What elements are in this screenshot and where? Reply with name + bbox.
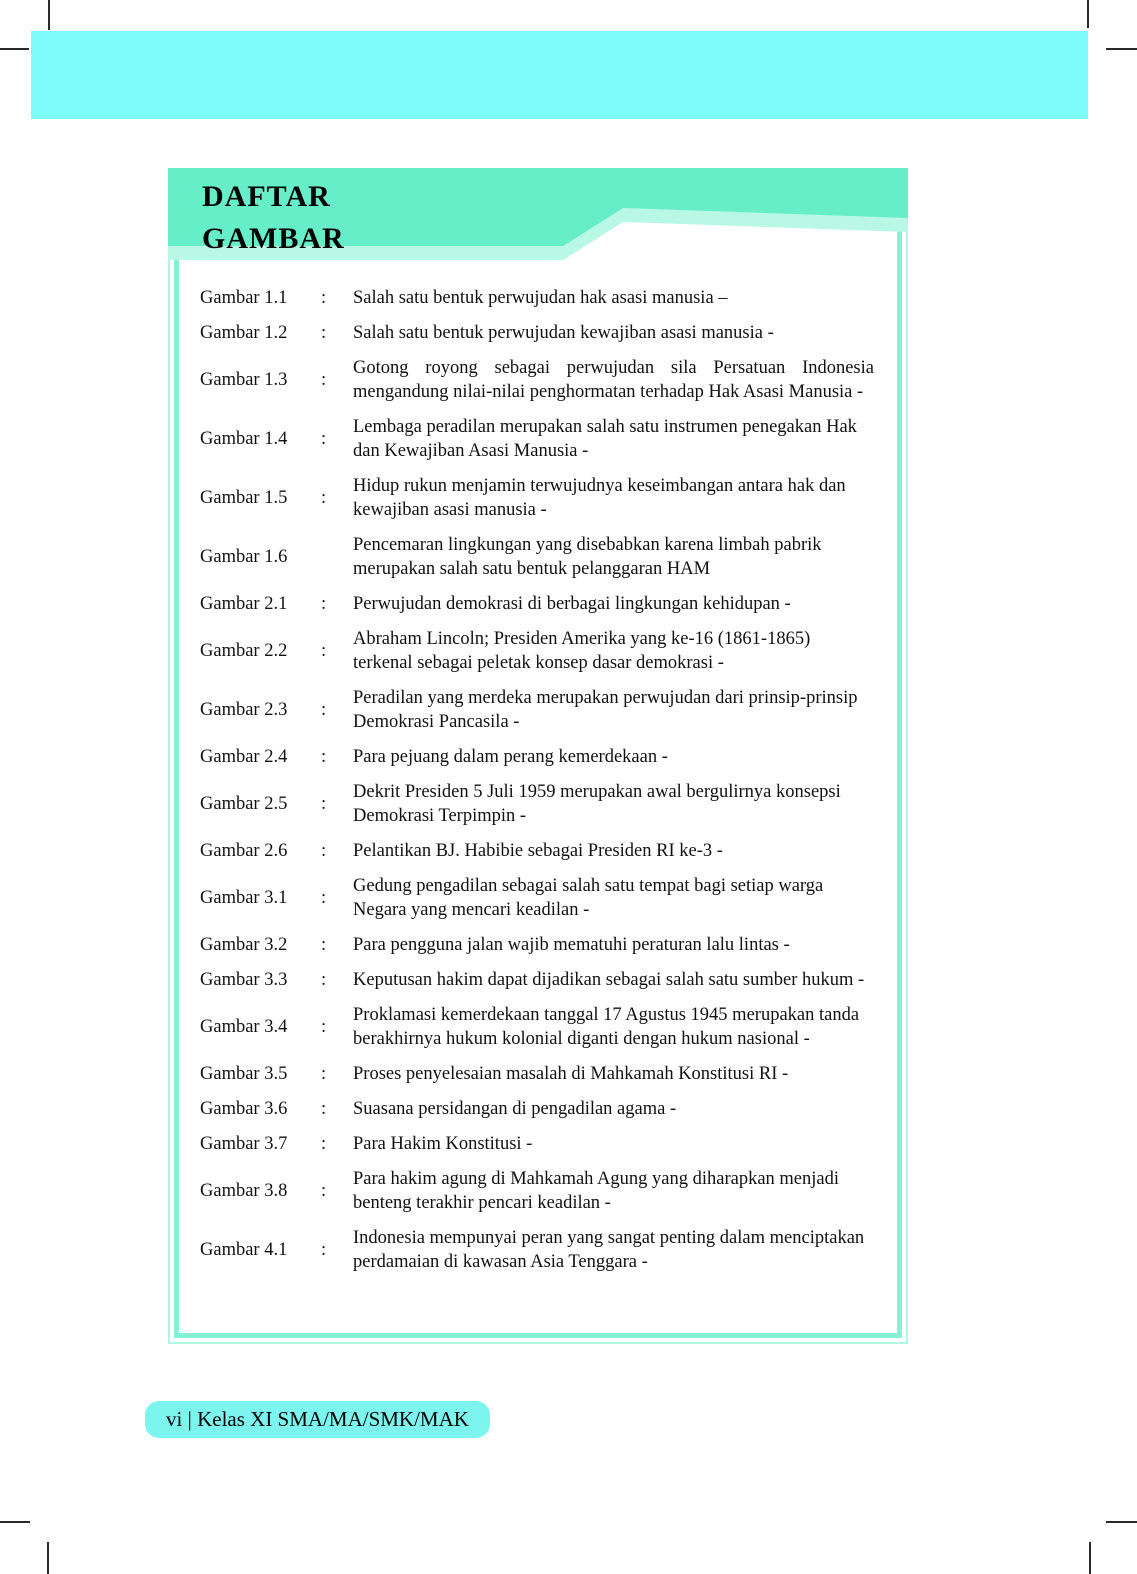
- figure-entry-colon: :: [321, 970, 327, 990]
- crop-mark-top-right-vertical: [1087, 0, 1089, 28]
- figure-list-banner: [168, 168, 908, 286]
- figure-entry-description: Dekrit Presiden 5 Juli 1959 merupakan awal bergulirnya konsepsi Demokrasi Terpimpin -: [353, 782, 841, 826]
- crop-mark-top-left-vertical: [48, 0, 50, 30]
- figure-entry-colon: :: [321, 641, 327, 661]
- crop-mark-bottom-left-vertical: [47, 1542, 49, 1574]
- figure-entry-colon: :: [321, 1134, 327, 1154]
- page-title-line2: GAMBAR: [202, 222, 345, 255]
- figure-entry-colon: :: [321, 370, 327, 390]
- crop-mark-bottom-right-horizontal: [1106, 1521, 1137, 1523]
- figure-entry-row: [200, 686, 874, 734]
- figure-entry-row: [200, 1062, 874, 1086]
- figure-entry-label: Gambar 3.7: [200, 1134, 288, 1154]
- figure-entry-row: [200, 286, 874, 310]
- footer-page-label: vi | Kelas XI SMA/MA/SMK/MAK: [166, 1407, 469, 1431]
- figure-entry-label: Gambar 3.4: [200, 1017, 288, 1037]
- figure-entry-label: Gambar 3.5: [200, 1064, 288, 1084]
- figure-entry-row: [200, 933, 874, 957]
- figure-entry-description: Para hakim agung di Mahkamah Agung yang diharapkan menjadi benteng terakhir pencari keadilan -: [353, 1169, 840, 1213]
- figure-entry-description: Gedung pengadilan sebagai salah satu tempat bagi setiap warga Negara yang mencari keadilan -: [353, 876, 824, 920]
- page-title-line1: DAFTAR: [202, 180, 331, 213]
- figure-entry-label: Gambar 2.3: [200, 700, 288, 720]
- figure-entry-row: [200, 1226, 874, 1274]
- figure-entries: [200, 286, 874, 1285]
- figure-entry-label: Gambar 3.8: [200, 1181, 288, 1201]
- crop-mark-top-right-horizontal: [1106, 48, 1137, 50]
- figure-entry-colon: :: [321, 288, 327, 308]
- figure-entry-colon: :: [321, 323, 327, 343]
- figure-entry-colon: :: [321, 1181, 327, 1201]
- figure-entry-row: [200, 356, 874, 404]
- figure-entry-row: [200, 1003, 874, 1051]
- figure-entry-colon: :: [321, 1064, 327, 1084]
- figure-entry-description: Pencemaran lingkungan yang disebabkan karena limbah pabrik merupakan salah satu bentuk pelanggaran HAM: [353, 535, 822, 579]
- figure-entry-colon: :: [321, 1099, 327, 1119]
- figure-entry-row: [200, 592, 874, 616]
- figure-entry-label: Gambar 1.1: [200, 288, 288, 308]
- figure-entry-row: [200, 1132, 874, 1156]
- figure-entry-label: Gambar 1.2: [200, 323, 288, 343]
- figure-entry-row: [200, 1167, 874, 1215]
- figure-entry-description: Para Hakim Konstitusi -: [353, 1134, 533, 1154]
- figure-entry-description: Lembaga peradilan merupakan salah satu instrumen penegakan Hak dan Kewajiban Asasi Manusia -: [353, 417, 857, 461]
- page-title: [202, 176, 345, 260]
- figure-list-box: [168, 168, 908, 1344]
- figure-entry-label: Gambar 4.1: [200, 1240, 288, 1260]
- figure-entry-description: Para pengguna jalan wajib mematuhi peraturan lalu lintas -: [353, 935, 790, 955]
- figure-entry-description: Keputusan hakim dapat dijadikan sebagai salah satu sumber hukum -: [353, 970, 865, 990]
- figure-entry-label: Gambar 1.3: [200, 370, 288, 390]
- crop-mark-top-left-horizontal: [0, 48, 29, 50]
- figure-entry-label: Gambar 3.1: [200, 888, 288, 908]
- figure-entry-description: Gotong royong sebagai perwujudan sila Persatuan Indonesia mengandung nilai-nilai penghormatan terhadap Hak Asasi Manusia -: [353, 358, 874, 402]
- figure-entry-colon: :: [321, 488, 327, 508]
- figure-entry-label: Gambar 2.5: [200, 794, 288, 814]
- figure-entry-row: [200, 968, 874, 992]
- figure-entry-colon: :: [321, 1240, 327, 1260]
- figure-entry-description: Hidup rukun menjamin terwujudnya keseimbangan antara hak dan kewajiban asasi manusia -: [353, 476, 846, 520]
- figure-entry-row: [200, 474, 874, 522]
- footer-page-badge: [145, 1401, 490, 1438]
- figure-entry-description: Salah satu bentuk perwujudan kewajiban asasi manusia -: [353, 323, 774, 343]
- figure-entry-label: Gambar 3.2: [200, 935, 288, 955]
- figure-entry-row: [200, 1097, 874, 1121]
- figure-entry-description: Suasana persidangan di pengadilan agama -: [353, 1099, 677, 1119]
- figure-entry-colon: :: [321, 794, 327, 814]
- top-accent-band: [31, 31, 1088, 119]
- figure-entry-colon: :: [321, 1017, 327, 1037]
- figure-entry-row: [200, 321, 874, 345]
- figure-entry-label: Gambar 1.6: [200, 547, 288, 567]
- figure-entry-colon: :: [321, 429, 327, 449]
- figure-entry-label: Gambar 2.4: [200, 747, 288, 767]
- figure-entry-row: [200, 627, 874, 675]
- figure-entry-label: Gambar 3.3: [200, 970, 288, 990]
- figure-entry-label: Gambar 2.6: [200, 841, 288, 861]
- figure-entry-colon: :: [321, 594, 327, 614]
- figure-entry-description: Perwujudan demokrasi di berbagai lingkungan kehidupan -: [353, 594, 791, 614]
- figure-entry-description: Indonesia mempunyai peran yang sangat penting dalam menciptakan perdamaian di kawasan Asia Tenggara -: [353, 1228, 865, 1272]
- figure-entry-label: Gambar 1.5: [200, 488, 288, 508]
- figure-entry-colon: :: [321, 747, 327, 767]
- figure-entry-label: Gambar 1.4: [200, 429, 288, 449]
- figure-entry-colon: :: [321, 935, 327, 955]
- figure-entry-label: Gambar 2.1: [200, 594, 288, 614]
- figure-entry-description: Proses penyelesaian masalah di Mahkamah Konstitusi RI -: [353, 1064, 789, 1084]
- figure-entry-row: [200, 839, 874, 863]
- figure-entry-label: Gambar 3.6: [200, 1099, 288, 1119]
- figure-entry-description: Proklamasi kemerdekaan tanggal 17 Agustus 1945 merupakan tanda berakhirnya hukum kolonial diganti dengan hukum nasional -: [353, 1005, 860, 1049]
- figure-entry-description: Salah satu bentuk perwujudan hak asasi manusia –: [353, 288, 728, 308]
- crop-mark-bottom-left-horizontal: [0, 1521, 30, 1523]
- figure-entry-row: [200, 780, 874, 828]
- figure-entry-description: Para pejuang dalam perang kemerdekaan -: [353, 747, 668, 767]
- figure-entry-colon: :: [321, 841, 327, 861]
- figure-entry-label: Gambar 2.2: [200, 641, 288, 661]
- crop-mark-bottom-right-vertical: [1089, 1542, 1091, 1574]
- figure-entry-row: [200, 533, 874, 581]
- figure-entry-description: Abraham Lincoln; Presiden Amerika yang ke-16 (1861-1865) terkenal sebagai peletak konsep dasar demokrasi -: [353, 629, 811, 673]
- figure-entry-description: Peradilan yang merdeka merupakan perwujudan dari prinsip-prinsip Demokrasi Pancasila -: [353, 688, 858, 732]
- figure-entry-row: [200, 415, 874, 463]
- figure-entry-colon: :: [321, 888, 327, 908]
- figure-entry-row: [200, 745, 874, 769]
- figure-entry-row: [200, 874, 874, 922]
- figure-entry-colon: :: [321, 700, 327, 720]
- figure-entry-description: Pelantikan BJ. Habibie sebagai Presiden RI ke-3 -: [353, 841, 723, 861]
